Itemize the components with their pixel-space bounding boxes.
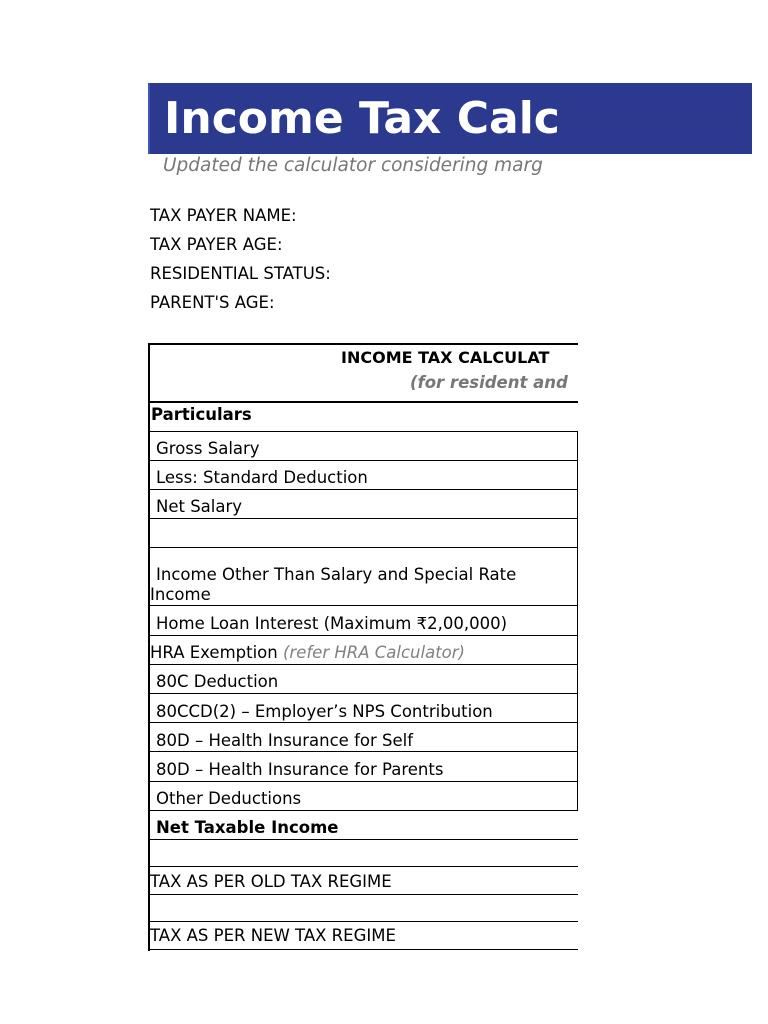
divider (148, 547, 578, 548)
row-80d-self: 80D – Health Insurance for Self (156, 731, 414, 750)
table-bottom-border (148, 949, 578, 950)
row-net-salary: Net Salary (156, 497, 243, 516)
table-top-border (148, 343, 578, 345)
divider (148, 894, 578, 895)
row-80d-parents: 80D – Health Insurance for Parents (156, 760, 444, 779)
divider (148, 635, 578, 636)
divider (148, 810, 578, 811)
taxpayer-age-label: TAX PAYER AGE: (150, 235, 283, 254)
divider (148, 605, 578, 606)
divider (148, 401, 578, 403)
row-80c: 80C Deduction (156, 672, 279, 691)
divider (148, 781, 578, 782)
row-other-deductions: Other Deductions (156, 789, 302, 808)
parent-age-label: PARENT'S AGE: (150, 293, 275, 312)
row-other-income-cont: Income (150, 585, 211, 604)
divider (148, 460, 578, 461)
divider (148, 664, 578, 665)
divider (148, 489, 578, 490)
row-gross-salary: Gross Salary (156, 439, 260, 458)
residential-status-label: RESIDENTIAL STATUS: (150, 264, 331, 283)
divider (148, 921, 578, 922)
row-net-taxable-income: Net Taxable Income (156, 818, 339, 837)
sheet-content (148, 83, 578, 963)
particulars-header: Particulars (151, 405, 252, 424)
table-subheading: (for resident and (410, 373, 568, 392)
divider (148, 839, 578, 840)
table-heading: INCOME TAX CALCULAT (341, 348, 550, 367)
row-new-regime-tax: TAX AS PER NEW TAX REGIME (150, 926, 396, 945)
page-subtitle: Updated the calculator considering marg (163, 155, 543, 176)
divider (148, 722, 578, 723)
row-old-regime-tax: TAX AS PER OLD TAX REGIME (150, 872, 392, 891)
row-home-loan-interest: Home Loan Interest (Maximum ₹2,00,000) (156, 614, 508, 633)
divider (148, 431, 578, 432)
divider (148, 518, 578, 519)
divider (148, 751, 578, 752)
row-other-income: Income Other Than Salary and Special Rate (156, 565, 517, 584)
divider (148, 866, 578, 867)
table-column-border (577, 431, 578, 811)
divider (148, 693, 578, 694)
row-standard-deduction: Less: Standard Deduction (156, 468, 368, 487)
row-80ccd2: 80CCD(2) – Employer’s NPS Contribution (156, 702, 493, 721)
row-hra-exemption (150, 643, 465, 662)
hra-label: HRA Exemption (150, 643, 278, 662)
page-title: Income Tax Calc (164, 93, 560, 144)
hra-calculator-note: (refer HRA Calculator) (282, 643, 465, 662)
taxpayer-name-label: TAX PAYER NAME: (150, 206, 297, 225)
